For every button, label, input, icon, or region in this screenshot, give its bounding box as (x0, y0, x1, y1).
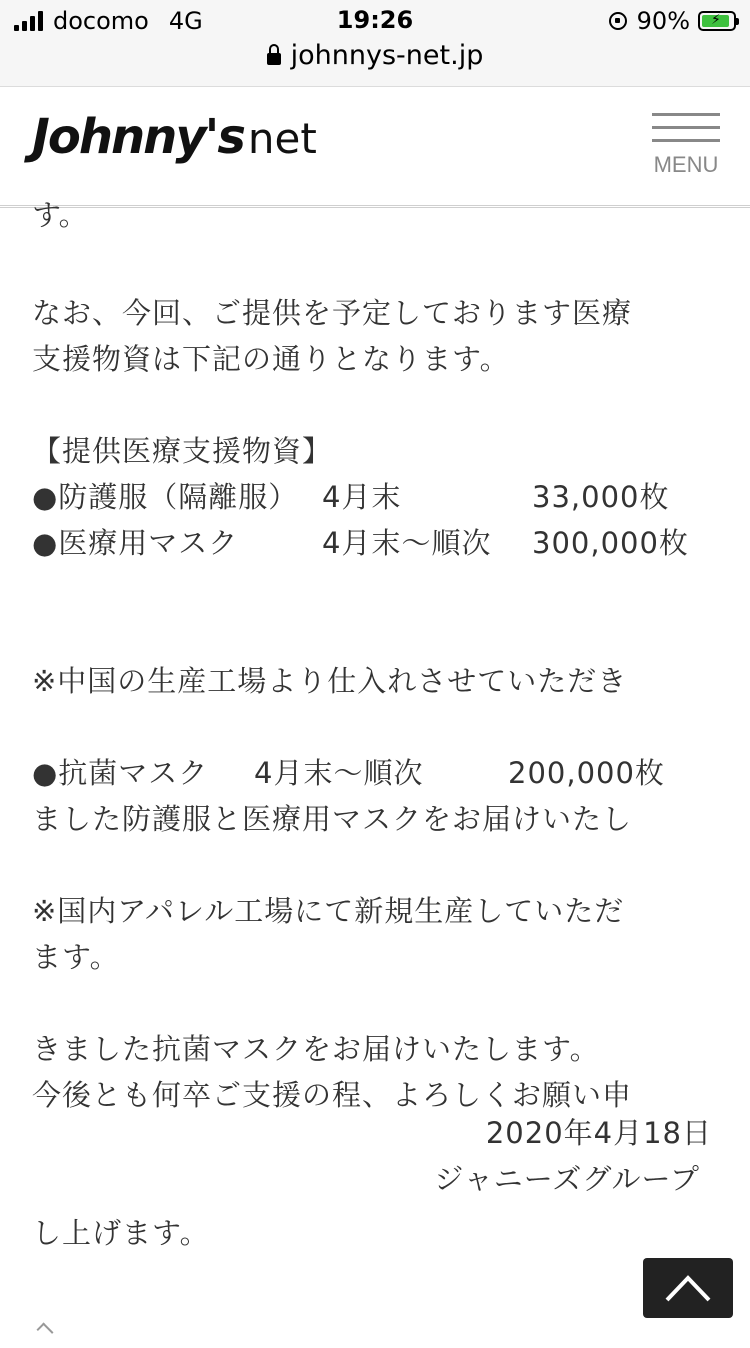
note-line: きました抗菌マスクをお届けいたします。 (32, 1032, 600, 1066)
battery-icon: ⚡ (698, 11, 736, 31)
hamburger-icon (652, 113, 720, 116)
address-bar[interactable] (0, 40, 750, 71)
menu-label: MENU (653, 152, 719, 177)
note-line: ※中国の生産工場より仕入れさせていただき (32, 664, 628, 698)
note-line: ました防護服と医療用マスクをお届けいたし (32, 802, 633, 836)
supply-item: ●医療用マスク (32, 526, 239, 560)
menu-button[interactable] (652, 113, 720, 183)
intro-line: 支援物資は下記の通りとなります。 (32, 342, 510, 376)
status-right (609, 6, 736, 36)
hamburger-icon-bar (652, 126, 720, 129)
status-bar (0, 0, 750, 87)
supply-quantity: 33,000枚 (532, 480, 670, 514)
supply-period: 4月末 (322, 480, 402, 514)
supply-quantity: 200,000枚 (508, 756, 665, 790)
intro-paragraph (32, 290, 722, 382)
site-header (0, 87, 750, 208)
supplies-list (32, 428, 689, 566)
hamburger-icon-bar (652, 139, 720, 142)
lock-icon (267, 53, 281, 65)
logo-main: Johnny's (32, 109, 244, 165)
supply-period: 4月末〜順次 (254, 756, 424, 790)
supply-item: ●抗菌マスク (32, 756, 209, 790)
closing-line: し上げます。 (32, 1216, 210, 1250)
battery-percent: 90% (636, 7, 690, 35)
url-text: johnnys-net.jp (290, 40, 484, 71)
rotation-lock-icon (609, 12, 627, 30)
note-line: ます。 (32, 940, 120, 974)
clock: 19:26 (336, 6, 414, 34)
chevron-up-icon (663, 1270, 713, 1306)
carrier-name: docomo (53, 7, 149, 35)
article-date: 2020年4月18日 (485, 1116, 712, 1150)
note-line: ※国内アパレル工場にて新規生産していただ (32, 894, 625, 928)
site-logo[interactable] (32, 109, 317, 179)
supply-row (32, 474, 689, 520)
supply-period: 4月末〜順次 (322, 526, 492, 560)
supplies-heading: 【提供医療支援物資】 (32, 434, 333, 468)
supply-item: ●防護服（隔離服） (32, 480, 299, 514)
supplies-list-2 (32, 750, 665, 796)
supply-quantity: 300,000枚 (532, 526, 689, 560)
supply-row (32, 750, 665, 796)
back-to-top-button[interactable] (643, 1258, 733, 1318)
signature-block (434, 1110, 712, 1202)
signature: ジャニーズグループ (434, 1162, 700, 1196)
logo-sub: net (247, 114, 317, 163)
cut-off-line: す。 (32, 198, 88, 232)
supply-row (32, 520, 689, 566)
closing-line: 今後とも何卒ご支援の程、よろしくお願い申 (32, 1078, 633, 1112)
intro-line: なお、今回、ご提供を予定しております医療 (32, 296, 633, 330)
network-type: 4G (168, 7, 203, 35)
